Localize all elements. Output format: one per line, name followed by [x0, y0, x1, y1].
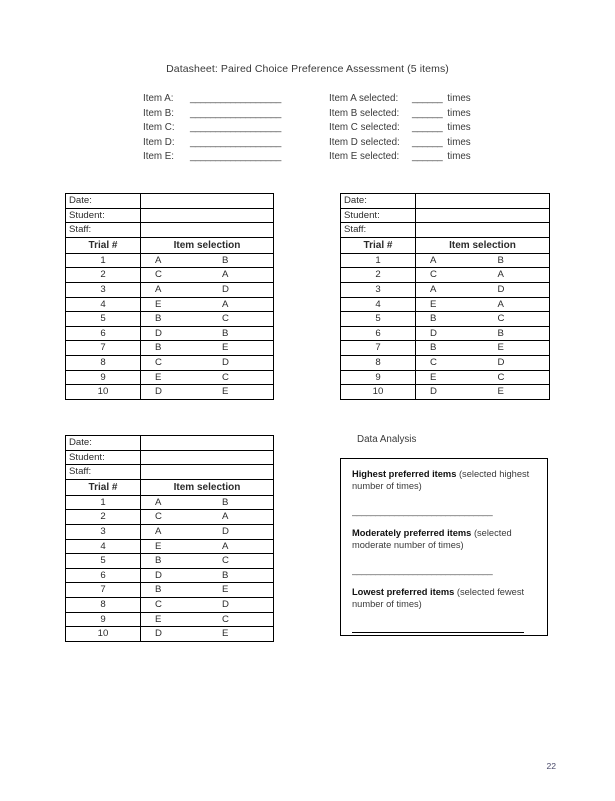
trial-options — [416, 385, 550, 400]
staff-input[interactable] — [141, 223, 274, 238]
item-e-label: Item E: — [143, 151, 175, 163]
option-left[interactable]: C — [155, 269, 162, 281]
date-input[interactable] — [141, 194, 274, 209]
option-left[interactable]: B — [430, 342, 437, 354]
trial-table-2 — [340, 193, 550, 400]
analysis-highest-desc: (selected highest number of times) — [352, 469, 530, 492]
trial-number: 8 — [66, 597, 141, 612]
student-input[interactable] — [141, 208, 274, 223]
option-left[interactable]: D — [155, 327, 162, 339]
column-header-selection: Item selection — [141, 479, 274, 495]
item-c-count-blank[interactable]: ______ — [412, 122, 443, 134]
trial-options — [416, 312, 550, 327]
item-e-times-label: times — [447, 151, 471, 163]
trial-options — [416, 341, 550, 356]
option-right[interactable]: B — [222, 254, 229, 266]
table-row — [66, 341, 274, 356]
trial-options — [141, 597, 274, 612]
trial-number: 10 — [66, 385, 141, 400]
table-row — [66, 312, 274, 327]
trial-table-3 — [65, 435, 274, 642]
option-right[interactable]: A — [222, 511, 229, 523]
item-d-count-blank[interactable]: ______ — [412, 136, 443, 148]
item-field-row — [143, 93, 503, 108]
option-left[interactable]: D — [155, 628, 162, 640]
staff-label: Staff: — [341, 223, 416, 238]
option-right[interactable]: C — [497, 371, 505, 383]
table-row — [66, 194, 274, 209]
option-right[interactable]: D — [497, 283, 505, 295]
trial-number: 4 — [341, 297, 416, 312]
page-number: 22 — [546, 761, 556, 771]
option-left[interactable]: C — [430, 356, 437, 368]
trial-options — [141, 370, 274, 385]
table-row — [66, 268, 274, 283]
item-name-field-b[interactable] — [143, 108, 329, 119]
analysis-moderate-desc: (selected moderate number of times) — [352, 527, 512, 551]
option-right[interactable]: A — [222, 298, 229, 310]
option-left[interactable]: D — [155, 386, 162, 398]
item-e-count-blank[interactable]: ______ — [412, 151, 443, 163]
trial-options — [141, 554, 274, 569]
staff-input[interactable] — [141, 465, 274, 480]
date-input[interactable] — [141, 436, 274, 451]
table-row — [341, 253, 550, 268]
item-c-selected-label: Item C selected: — [329, 122, 400, 134]
column-header-trial: Trial # — [66, 479, 141, 495]
trial-options — [141, 385, 274, 400]
option-left[interactable]: A — [155, 525, 162, 537]
item-a-label: Item A: — [143, 93, 174, 104]
table-row — [66, 326, 274, 341]
item-b-selected-label: Item B selected: — [329, 107, 400, 119]
table-row — [66, 297, 274, 312]
trial-options — [141, 268, 274, 283]
trial-number: 4 — [66, 539, 141, 554]
table-row — [66, 436, 274, 451]
table-row — [341, 194, 550, 209]
item-a-selected-label: Item A selected: — [329, 93, 399, 104]
trial-options — [141, 539, 274, 554]
item-field-row — [143, 151, 503, 166]
trial-options — [416, 326, 550, 341]
table-row — [66, 385, 274, 400]
item-d-selected-label: Item D selected: — [329, 136, 400, 148]
item-d-label: Item D: — [143, 136, 175, 148]
trial-number: 1 — [66, 253, 141, 268]
analysis-block-moderate — [352, 527, 536, 576]
table-row — [66, 510, 274, 525]
option-left[interactable]: E — [430, 371, 437, 383]
analysis-lowest-label: Lowest preferred items — [352, 586, 455, 597]
trial-options — [416, 370, 550, 385]
item-field-row — [143, 137, 503, 152]
table-row — [341, 370, 550, 385]
trial-options — [141, 612, 274, 627]
table-row — [66, 355, 274, 370]
table-header-row — [341, 237, 550, 253]
trial-options — [141, 297, 274, 312]
table-row — [341, 341, 550, 356]
trial-number: 2 — [66, 510, 141, 525]
trial-options — [141, 568, 274, 583]
table-row — [66, 370, 274, 385]
trial-number: 3 — [341, 282, 416, 297]
trial-options — [141, 583, 274, 598]
trial-table-body — [66, 194, 274, 400]
table-row — [66, 495, 274, 510]
item-a-blank[interactable]: __________________ — [190, 93, 281, 104]
option-left[interactable]: C — [155, 511, 162, 523]
trial-number: 9 — [66, 370, 141, 385]
data-analysis-box — [340, 458, 548, 636]
table-row — [341, 385, 550, 400]
table-row — [341, 282, 550, 297]
item-field-row — [143, 108, 503, 123]
item-d-blank[interactable]: __________________ — [190, 136, 281, 148]
option-right[interactable]: A — [497, 298, 504, 310]
table-row — [66, 465, 274, 480]
student-label: Student: — [341, 208, 416, 223]
item-b-times-label: times — [447, 107, 471, 119]
option-left[interactable]: D — [155, 569, 162, 581]
item-count-field-b[interactable] — [329, 108, 471, 119]
option-right[interactable]: D — [222, 283, 229, 295]
analysis-moderate-label: Moderately preferred items — [352, 527, 472, 538]
column-header-trial: Trial # — [341, 237, 416, 253]
analysis-highest-text — [352, 468, 536, 493]
option-right[interactable]: D — [497, 356, 505, 368]
analysis-moderate-text — [352, 527, 536, 552]
trial-number: 2 — [66, 268, 141, 283]
option-left[interactable]: D — [430, 327, 437, 339]
trial-options — [416, 282, 550, 297]
trial-table-body — [66, 436, 274, 642]
option-left[interactable]: B — [155, 342, 162, 354]
option-right[interactable]: A — [222, 269, 229, 281]
trial-number: 5 — [341, 312, 416, 327]
trial-options — [141, 627, 274, 642]
item-count-field-d[interactable] — [329, 137, 471, 148]
item-count-field-a[interactable] — [329, 93, 471, 104]
item-e-blank[interactable]: __________________ — [190, 151, 281, 163]
trial-number: 5 — [66, 554, 141, 569]
trial-options — [141, 282, 274, 297]
trial-number: 1 — [341, 253, 416, 268]
option-right[interactable]: B — [222, 496, 229, 508]
table-row — [341, 326, 550, 341]
option-right[interactable]: C — [222, 555, 229, 567]
trial-options — [416, 297, 550, 312]
table-row — [341, 268, 550, 283]
item-name-field-e[interactable] — [143, 151, 329, 162]
trial-number: 4 — [66, 297, 141, 312]
item-c-blank[interactable]: __________________ — [190, 122, 281, 134]
table-row — [341, 297, 550, 312]
analysis-block-highest — [352, 468, 536, 517]
page-title: Datasheet: Paired Choice Preference Assessment (5 items) — [166, 63, 449, 75]
item-a-count-blank[interactable]: ______ — [412, 93, 443, 104]
table-row — [341, 208, 550, 223]
staff-input[interactable] — [416, 223, 550, 238]
option-right[interactable]: C — [222, 613, 229, 625]
table-row — [66, 612, 274, 627]
date-label: Date: — [341, 194, 416, 209]
item-fields-section — [143, 93, 503, 166]
trial-number: 7 — [66, 583, 141, 598]
item-b-count-blank[interactable]: ______ — [412, 107, 443, 119]
table-row — [66, 524, 274, 539]
option-right[interactable]: B — [222, 327, 229, 339]
analysis-lowest-text — [352, 586, 536, 611]
option-left[interactable]: B — [155, 555, 162, 567]
item-b-blank[interactable]: __________________ — [190, 107, 281, 119]
option-right[interactable]: A — [497, 269, 504, 281]
trial-options — [141, 312, 274, 327]
option-right[interactable]: D — [222, 525, 229, 537]
table-row — [66, 568, 274, 583]
item-count-field-c[interactable] — [329, 122, 471, 133]
option-left[interactable]: E — [430, 298, 437, 310]
trial-number: 9 — [66, 612, 141, 627]
table-row — [341, 312, 550, 327]
trial-number: 5 — [66, 312, 141, 327]
option-left[interactable]: A — [430, 283, 437, 295]
option-left[interactable]: C — [430, 269, 437, 281]
option-left[interactable]: E — [155, 540, 162, 552]
trial-number: 6 — [66, 568, 141, 583]
item-field-row — [143, 122, 503, 137]
option-right[interactable]: E — [497, 342, 504, 354]
column-header-trial: Trial # — [66, 237, 141, 253]
item-name-field-a[interactable] — [143, 93, 329, 104]
option-right[interactable]: A — [222, 540, 229, 552]
analysis-lowest-answer-line[interactable] — [352, 632, 524, 633]
item-e-selected-label: Item E selected: — [329, 151, 400, 163]
student-input[interactable] — [141, 450, 274, 465]
item-name-field-c[interactable] — [143, 122, 329, 133]
trial-number: 3 — [66, 524, 141, 539]
table-row — [66, 253, 274, 268]
option-right[interactable]: C — [222, 371, 229, 383]
option-left[interactable]: C — [155, 598, 162, 610]
trial-options — [141, 341, 274, 356]
option-left[interactable]: D — [430, 386, 437, 398]
option-left[interactable]: B — [430, 313, 437, 325]
option-left[interactable]: A — [155, 496, 162, 508]
date-label: Date: — [66, 436, 141, 451]
item-name-field-d[interactable] — [143, 137, 329, 148]
date-input[interactable] — [416, 194, 550, 209]
option-right[interactable]: E — [222, 584, 229, 596]
trial-number: 7 — [341, 341, 416, 356]
table-header-row — [66, 237, 274, 253]
analysis-block-lowest — [352, 586, 536, 634]
table-row — [341, 355, 550, 370]
staff-label: Staff: — [66, 465, 141, 480]
option-left[interactable]: A — [430, 254, 437, 266]
table-row — [66, 539, 274, 554]
trial-number: 8 — [341, 355, 416, 370]
trial-options — [141, 524, 274, 539]
date-label: Date: — [66, 194, 141, 209]
item-c-label: Item C: — [143, 122, 175, 134]
option-left[interactable]: E — [155, 298, 162, 310]
trial-number: 2 — [341, 268, 416, 283]
trial-number: 10 — [66, 627, 141, 642]
column-header-selection: Item selection — [141, 237, 274, 253]
option-left[interactable]: A — [155, 254, 162, 266]
option-left[interactable]: C — [155, 356, 162, 368]
table-row — [66, 223, 274, 238]
option-left[interactable]: B — [155, 584, 162, 596]
option-right[interactable]: D — [222, 598, 229, 610]
table-row — [66, 208, 274, 223]
student-label: Student: — [66, 450, 141, 465]
trial-number: 7 — [66, 341, 141, 356]
table-row — [66, 554, 274, 569]
trial-options — [416, 355, 550, 370]
item-b-label: Item B: — [143, 107, 175, 119]
option-right[interactable]: E — [497, 386, 504, 398]
student-label: Student: — [66, 208, 141, 223]
data-analysis-heading: Data Analysis — [357, 434, 417, 445]
analysis-lowest-desc: (selected fewest number of times) — [352, 586, 525, 610]
trial-number: 6 — [66, 326, 141, 341]
option-right[interactable]: E — [222, 342, 229, 354]
item-c-times-label: times — [447, 122, 471, 134]
trial-number: 1 — [66, 495, 141, 510]
trial-number: 10 — [341, 385, 416, 400]
analysis-highest-answer-line[interactable]: ______________________________ — [352, 505, 493, 516]
option-right[interactable]: B — [222, 569, 229, 581]
item-d-times-label: times — [447, 136, 471, 148]
option-right[interactable]: E — [222, 386, 229, 398]
trial-number: 9 — [341, 370, 416, 385]
table-row — [66, 282, 274, 297]
trial-options — [141, 495, 274, 510]
table-row — [66, 450, 274, 465]
trial-table-body — [341, 194, 550, 400]
table-row — [66, 597, 274, 612]
item-a-times-label: times — [447, 93, 471, 104]
trial-number: 3 — [66, 282, 141, 297]
trial-options — [141, 510, 274, 525]
trial-options — [141, 253, 274, 268]
trial-options — [141, 355, 274, 370]
option-right[interactable]: B — [497, 327, 504, 339]
student-input[interactable] — [416, 208, 550, 223]
option-right[interactable]: E — [222, 628, 229, 640]
option-right[interactable]: B — [497, 254, 504, 266]
column-header-selection: Item selection — [416, 237, 550, 253]
trial-number: 8 — [66, 355, 141, 370]
trial-number: 6 — [341, 326, 416, 341]
option-left[interactable]: E — [155, 371, 162, 383]
staff-label: Staff: — [66, 223, 141, 238]
item-count-field-e[interactable] — [329, 151, 471, 162]
analysis-highest-label: Highest preferred items — [352, 469, 457, 479]
option-left[interactable]: B — [155, 313, 162, 325]
option-right[interactable]: C — [222, 313, 229, 325]
option-right[interactable]: D — [222, 356, 229, 368]
table-row — [66, 583, 274, 598]
table-row — [66, 627, 274, 642]
table-header-row — [66, 479, 274, 495]
option-left[interactable]: A — [155, 283, 162, 295]
trial-options — [416, 268, 550, 283]
option-right[interactable]: C — [497, 313, 505, 325]
trial-options — [416, 253, 550, 268]
option-left[interactable]: E — [155, 613, 162, 625]
trial-table-1 — [65, 193, 274, 400]
analysis-moderate-answer-line[interactable]: ______________________________ — [352, 564, 493, 575]
table-row — [341, 223, 550, 238]
trial-options — [141, 326, 274, 341]
